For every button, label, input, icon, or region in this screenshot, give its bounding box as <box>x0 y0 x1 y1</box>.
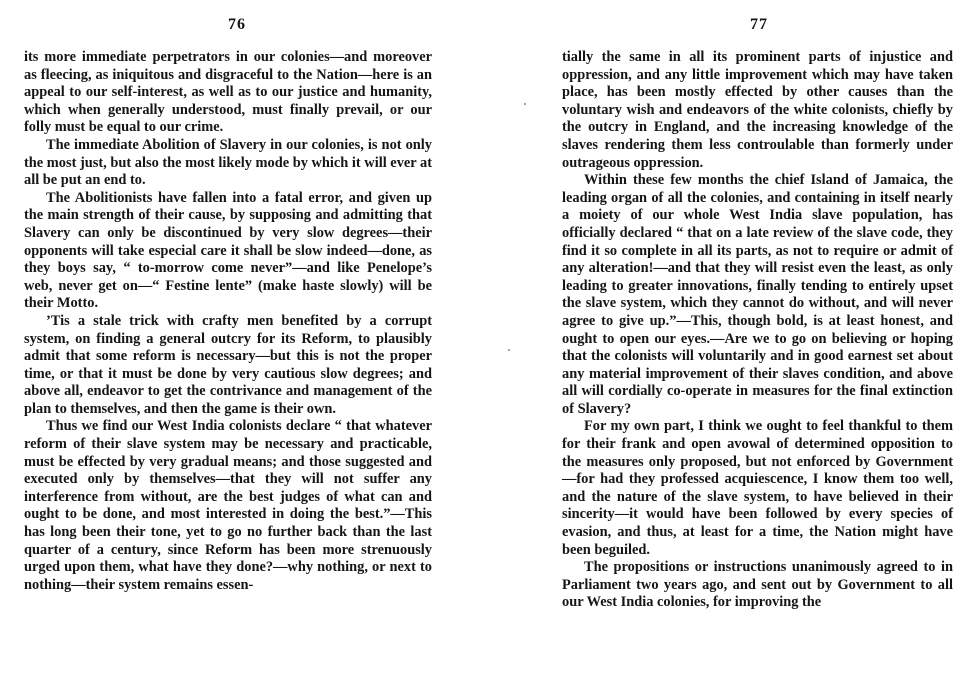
page-number-right: 77 <box>750 16 768 33</box>
left-page-body <box>24 49 432 594</box>
page-number-left: 76 <box>228 16 246 33</box>
paragraph: its more immediate perpetrators in our colonies—and moreover as fleecing, as iniquitous and disgraceful to the Nation—here is an appeal to our self-interest, as well as to our justice and humanity, which when generally understood, must finally prevail, or our folly must be equal to our crime. <box>24 49 432 136</box>
paragraph: tially the same in all its prominent parts of injustice and oppression, and any little improvement which may have taken place, has been mostly effected by other causes than the voluntary wish and endeavors of the white colonists, chiefly by the outcry in England, and the increasing knowledge of the slaves rendering them less controulable than formerly under outrageous oppression. <box>562 49 953 171</box>
paragraph: Within these few months the chief Island of Jamaica, the leading organ of all the colonies, and containing in itself nearly a moiety of our whole West India slave population, has officially declared “ that on a late review of the slave code, they find it so complete in all its parts, as not to require or admit of any alteration!—and that they will resist even the least, as only leading to greater innovations, finally tending to entirely upset the slave system, which they cannot do without, and will never agree to give up.”—This, though bold, is at least honest, and ought to open our eyes.—Are we to go on believing or hoping that the colonists will voluntarily and in good earnest set about any material improvement of their slaves condition, and above all will cordially co-operate in measures for the final extinction of Slavery? <box>562 172 953 417</box>
paragraph: The propositions or instructions unanimously agreed to in Parliament two years ago, and sent out by Government to all our West India colonies, for improving the <box>562 559 953 611</box>
paragraph: For my own part, I think we ought to feel thankful to them for their frank and open avowal of determined opposition to the measures only proposed, but not enforced by Government—for had they professed acquiescence, I know them too well, and the nature of the slave system, to have believed in their sincerity—it would have been followed by every species of evasion, and thus, at least for a time, the Nation might have been beguiled. <box>562 418 953 558</box>
paragraph: ’Tis a stale trick with crafty men benefited by a corrupt system, on finding a general outcry for its Reform, to plausibly admit that some reform is necessary—but this is not the proper time, or that it must be done by very cautious slow degrees; and above all, endeavor to get the contrivance and management of the plan to themselves, and then the game is their own. <box>24 312 432 417</box>
paragraph: Thus we find our West India colonists declare “ that whatever reform of their slave system may be necessary and practicable, must be effected by very gradual means; and those suggested and executed only by themselves—that they will not suffer any interference from without, are the best judges of what can and ought to be done, and most interested in doing the best.”—This has long been their tone, yet to go no further back than the last quarter of a century, since Reform has been more strenuously urged upon them, what have they done?—why nothing, or next to nothing—their system remains essen- <box>24 418 432 593</box>
paper-speck <box>524 103 526 105</box>
paragraph: The immediate Abolition of Slavery in our colonies, is not only the most just, but also the most likely mode by which it will ever at all be put an end to. <box>24 136 432 189</box>
paragraph: The Abolitionists have fallen into a fatal error, and given up the main strength of their cause, by supposing and admitting that Slavery can only be discontinued by very slow degrees—their opponents will take especial care it shall be slow indeed—done, as they boys say, “ to-morrow come never”—and like Penelope’s web, never get on—“ Festine lente” (make haste slowly) will be their Motto. <box>24 189 432 312</box>
paper-speck <box>508 349 510 351</box>
right-page-body <box>562 49 953 612</box>
right-page <box>490 0 980 698</box>
